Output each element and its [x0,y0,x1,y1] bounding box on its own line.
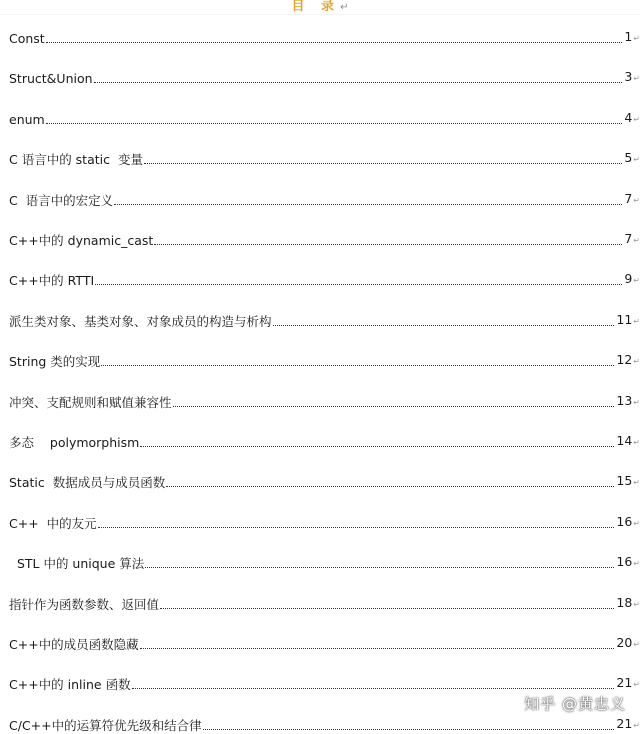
toc-entry-page: 1 ↵ [624,29,640,47]
toc-leader-dots [95,283,622,285]
toc-entry[interactable] [9,312,640,330]
toc-entry-page: 9 ↵ [624,271,640,289]
toc-entry[interactable] [9,716,640,734]
toc-entry[interactable] [9,635,640,653]
toc-entry-page: 20 ↵ [616,635,640,653]
toc-entry-label: Struct&Union [9,71,93,87]
toc-entry-page: 3 ↵ [624,69,640,87]
toc-entry-page: 16 ↵ [616,514,640,532]
toc-entry[interactable] [9,231,640,249]
toc-entry[interactable] [9,433,640,451]
toc-entry-page: 15 ↵ [616,473,640,491]
toc-leader-dots [140,445,614,447]
toc-entry-page: 21 ↵ [616,716,640,734]
toc-entry-label: 冲突、支配规则和赋值兼容性 [9,394,172,410]
toc-entry-page: 4 ↵ [624,110,640,128]
toc-entry-label: 指针作为函数参数、返回值 [9,596,160,612]
toc-leader-dots [101,364,614,366]
toc-entry-page: 7 ↵ [624,231,640,249]
toc-leader-dots [46,41,623,43]
toc-entry-page: 5 ↵ [624,150,640,168]
toc-entry-label: C/C++中的运算符优先级和结合律 [9,717,202,733]
toc-entry-label: C++中的成员函数隐藏 [9,637,139,652]
toc-entry-label: C++中的 dynamic_cast [9,233,154,248]
toc-entry-label: C++中的 RTTI [9,273,95,289]
toc-leader-dots [154,243,622,245]
toc-entry[interactable] [9,271,640,289]
toc-entry-label: Const [9,31,45,46]
toc-leader-dots [173,405,615,407]
toc-entry-page: 18 ↵ [616,595,640,613]
toc-entry[interactable] [9,352,640,370]
toc-entry-label: C 语言中的 static 变量 [9,152,143,168]
toc-entry-page: 14 ↵ [616,433,640,451]
toc-leader-dots [114,203,622,205]
toc-entry-label: String 类的实现 [9,354,101,370]
toc-entry-label: C 语言中的宏定义 [9,192,114,208]
toc-leader-dots [160,607,614,609]
toc-leader-dots [94,81,623,83]
toc-entry[interactable] [9,69,640,87]
toc-entry[interactable] [9,595,640,613]
toc-entry-label: 派生类对象、基类对象、对象成员的构造与析构 [9,313,272,329]
toc-entry-label: 多态 polymorphism [9,435,140,450]
toc-heading-text: 目 录 [291,0,341,14]
toc-entry-label: STL 中的 unique 算法 [9,556,145,572]
toc-entry[interactable] [9,554,640,572]
toc-entry-page: 16 ↵ [616,554,640,572]
toc-entry-page: 11 ↵ [616,312,640,330]
toc-leader-dots [145,566,614,568]
toc-leader-dots [140,647,615,649]
toc-entry[interactable] [9,473,640,491]
toc-entry[interactable] [9,675,640,693]
toc-entry-page: 12 ↵ [616,352,640,370]
toc-entry-page: 13 ↵ [616,393,640,411]
divider [0,14,640,15]
toc-entry[interactable] [9,110,640,128]
toc-entry-label: Static 数据成员与成员函数 [9,475,166,491]
toc-leader-dots [144,162,622,164]
toc-entry-label: C++ 中的友元 [9,515,97,531]
toc-entry-label: enum [9,111,45,127]
paragraph-mark-icon: ↵ [340,2,349,13]
toc-entry-page: 7 ↵ [624,191,640,209]
toc-entry[interactable] [9,29,640,47]
toc-entry[interactable] [9,393,640,411]
toc-entry-label: C++中的 inline 函数 [9,677,131,693]
toc-leader-dots [166,485,614,487]
toc-leader-dots [132,687,615,689]
toc-leader-dots [46,122,623,124]
toc-leader-dots [98,526,615,528]
toc-leader-dots [273,324,615,326]
toc-entry-page: 21 ↵ [616,675,640,693]
toc-entry[interactable] [9,191,640,209]
watermark: 知乎 @黄忠义 [524,695,626,713]
toc-entry[interactable] [9,150,640,168]
toc-entry[interactable] [9,514,640,532]
